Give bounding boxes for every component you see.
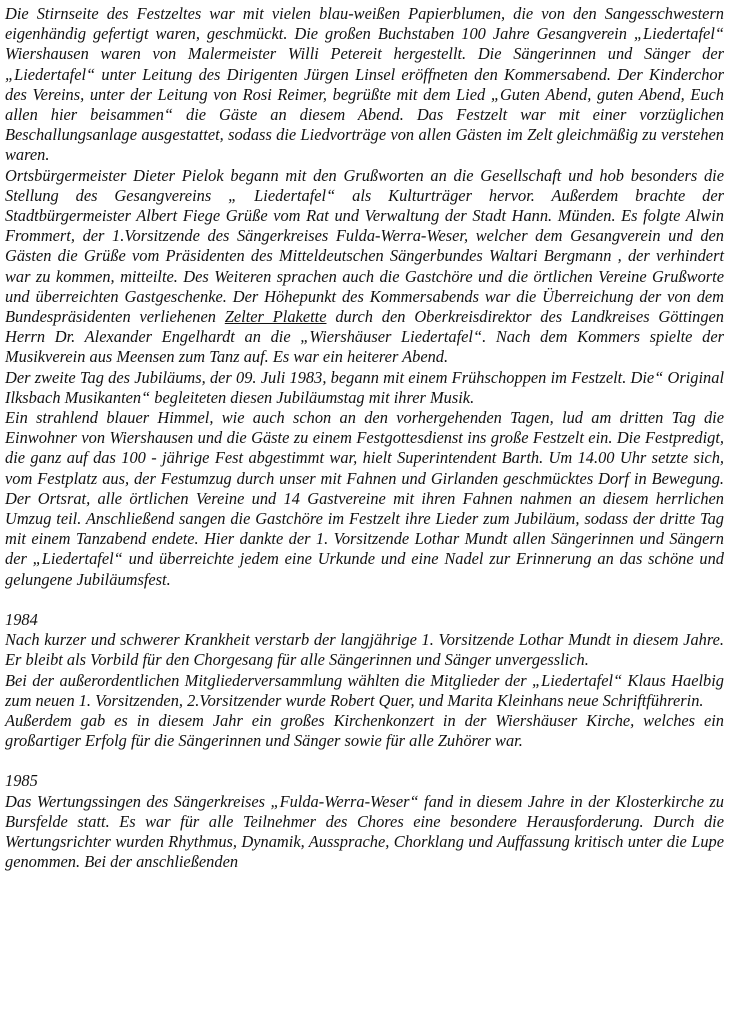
- paragraph-grussworte-text-2: durch den Oberkreisdirektor des Landkreises Göttingen Herrn Dr. Alexander Engelhardt an die „Wiershäuser Liedertafel“. Nach dem Kommers spielte der Musikverein aus Meensen zum Tanz auf. Es war ein heiterer Abend.: [5, 307, 724, 367]
- paragraph-mitgliederversammlung: Bei der außerordentlichen Mitgliederversammlung wählten die Mitglieder der „Liedertafel“ Klaus Haelbig zum neuen 1. Vorsitzenden, 2.Vorsitzender wurde Robert Quer, und Marita Kleinhans neue Schriftführerin.: [5, 670, 724, 710]
- zelter-plakette-underlined: Zelter Plakette: [224, 307, 327, 327]
- paragraph-festzelt: Die Stirnseite des Festzeltes war mit vielen blau-weißen Papierblumen, die von den Sangesschwestern eigenhändig gefertigt waren, geschmückt. Die großen Buchstaben 100 Jahre Gesangverein „Liedertafel“ Wiershausen waren von Malermeister Willi Petereit hergestellt. Die Sängerinnen und Sänger der „Liedertafel“ unter Leitung des Dirigenten Jürgen Linsel eröffneten den Kommersabend. Der Kinderchor des Vereins, unter der Leitung von Rosi Reimer, begrüßte mit dem Lied „Guten Abend, guten Abend, Euch allen hier beisammen“ die Gäste an diesem Abend. Das Festzelt war mit einer vorzüglichen Beschallungsanlage ausgestattet, sodass die Liedvorträge von allen Gästen im Zelt gleichmäßig zu verstehen waren.: [5, 4, 724, 165]
- paragraph-kirchenkonzert: Außerdem gab es in diesem Jahr ein großes Kirchenkonzert in der Wiershäuser Kirche, welches ein großartiger Erfolg für die Sängerinnen und Sänger sowie für alle Zuhörer war.: [5, 710, 724, 751]
- paragraph-zweiter-tag: Der zweite Tag des Jubiläums, der 09. Juli 1983, begann mit einem Frühschoppen im Festzelt. Die“ Original Ilksbach Musikanten“ begleiteten diesen Jubiläumstag mit ihrer Musik.: [5, 367, 724, 407]
- paragraph-grussworte-text-1: Ortsbürgermeister Dieter Pielok begann mit den Grußworten an die Gesellschaft und hob besonders die Stellung des Gesangvereins „ Liedertafel“ als Kulturträger hervor. Außerdem brachte der Stadtbürgermeister Albert Fiege Grüße vom Rat und Verwaltung der Stadt Hann. Münden. Es folgte Alwin Frommert, der 1.Vorsitzende des Sängerkreises Fulda-Werra-Weser, welcher dem Gesangverein und den Gästen die Grüße vom Präsidenten des Mitteldeutschen Sängerbundes Waltari Bergmann , der verhindert war zu kommen, mitteilte. Des Weiteren sprachen auch die Gastchöre und die örtlichen Vereine Grußworte und überreichten Gastgeschenke. Der Höhepunkt des Kommersabends war die Überreichung der von dem Bundespräsidenten verliehenen: [5, 165, 724, 327]
- paragraph-lothar-mundt: Nach kurzer und schwerer Krankheit verstarb der langjährige 1. Vorsitzende Lothar Mundt in diesem Jahre. Er bleibt als Vorbild für den Chorgesang für alle Sängerinnen und Sänger unvergesslich.: [5, 630, 724, 670]
- paragraph-wertungssingen: Das Wertungssingen des Sängerkreises „Fulda-Werra-Weser“ fand in diesem Jahre in der Klosterkirche zu Bursfelde statt. Es war für alle Teilnehmer des Chores eine besondere Herausforderung. Durch die Wertungsrichter wurden Rhythmus, Dynamik, Aussprache, Chorklang und Auffassung kritisch unter die Lupe genommen. Bei der anschließenden: [5, 791, 724, 872]
- year-heading-1984: 1984: [5, 609, 38, 629]
- section-gap: [5, 590, 724, 610]
- paragraph-dritter-tag: Ein strahlend blauer Himmel, wie auch schon an den vorhergehenden Tagen, lud am dritten Tag die Einwohner von Wiershausen und die Gäste zu einem Festgottesdienst ins große Festzelt ein. Die Festpredigt, die ganz auf das 100 - jährige Fest abgestimmt war, hielt Superintendent Barth. Um 14.00 Uhr setzte sich, vom Festplatz aus, der Festumzug durch unser mit Fahnen und Girlanden geschmücktes Dorf in Bewegung. Der Ortsrat, alle örtlichen Vereine und 14 Gastvereine mit ihren Fahnen nahmen an diesem herrlichen Umzug teil. Anschließend sangen die Gastchöre im Festzelt ihre Lieder zum Jubiläum, sodass der dritte Tag mit einem Tanzabend endete. Hier dankte der 1. Vorsitzende Lothar Mundt allen Sängerinnen und Sängern der „Liedertafel“ und überreichte jedem eine Urkunde und eine Nadel zur Erinnerung an das schöne und gelungene Jubiläumsfest.: [5, 408, 724, 589]
- year-heading-1985: 1985: [5, 771, 38, 791]
- paragraph-grussworte: [5, 166, 724, 368]
- section-gap: [5, 751, 724, 771]
